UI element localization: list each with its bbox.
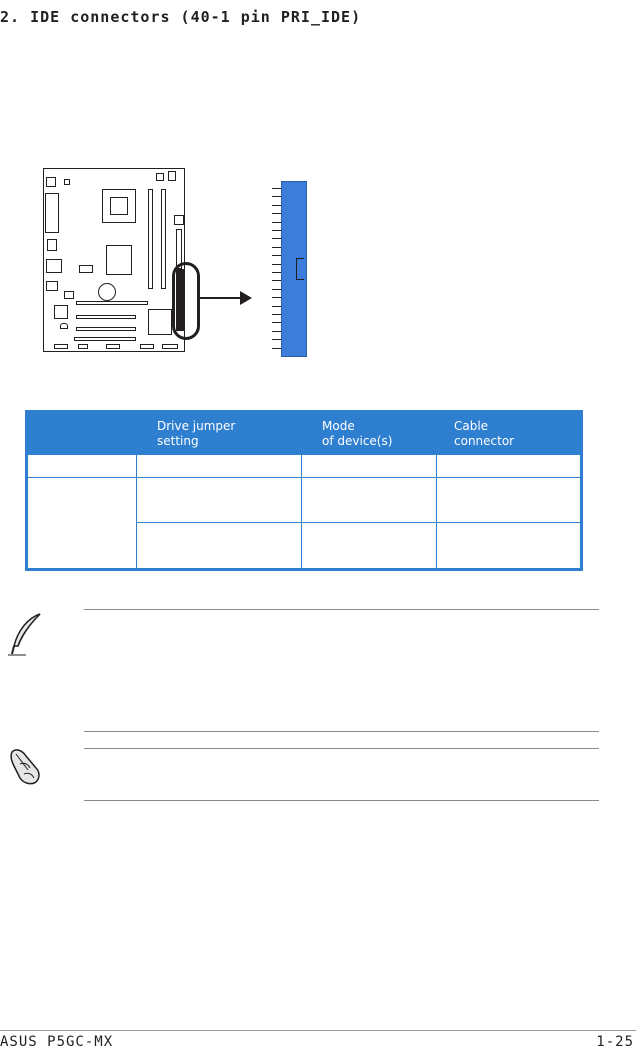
header-text: Drive jumper <box>157 419 236 433</box>
header <box>140 344 154 349</box>
arrow-line <box>200 297 242 299</box>
header-text: connector <box>454 434 515 448</box>
table-col-divider <box>136 455 137 568</box>
table-header-cell <box>322 419 392 449</box>
table-header-cell <box>157 419 235 449</box>
table-col-divider <box>301 455 302 568</box>
footer-page-number: 1-25 <box>596 1034 634 1050</box>
header-text: of device(s) <box>322 434 393 448</box>
component <box>168 171 176 181</box>
pci-slot <box>74 337 136 341</box>
header-text: setting <box>157 434 199 448</box>
table-row-divider <box>28 477 580 478</box>
io-port-block <box>45 193 59 233</box>
feather-pen-icon <box>6 612 46 656</box>
footer-rule <box>0 1030 636 1031</box>
header-text: Cable <box>454 419 489 433</box>
header <box>106 344 120 349</box>
pci-slot <box>76 315 136 319</box>
table-col-divider <box>436 455 437 568</box>
io-port <box>46 177 56 187</box>
important-top-rule <box>84 748 599 749</box>
cpu-socket-inner <box>110 197 128 215</box>
note-top-rule <box>84 609 599 610</box>
arrow-icon <box>240 291 252 305</box>
note-bottom-rule <box>84 731 599 732</box>
pci-slot <box>76 327 136 331</box>
header <box>162 344 178 349</box>
io-port <box>46 259 62 273</box>
important-bottom-rule <box>84 800 599 801</box>
header <box>54 344 68 349</box>
battery <box>98 283 116 301</box>
table-header-cell <box>454 419 514 449</box>
ide-settings-table <box>25 410 583 571</box>
io-port <box>64 179 70 185</box>
pci-slot <box>76 301 148 305</box>
component <box>54 305 68 319</box>
table-row-divider <box>136 522 580 523</box>
ide-connector-highlight <box>172 262 200 340</box>
dimm-slot <box>148 189 153 289</box>
ide-connector-key <box>296 258 304 280</box>
footer-product-name: ASUS P5GC-MX <box>0 1034 114 1050</box>
motherboard-outline <box>43 168 185 352</box>
section-title: 2. IDE connectors (40-1 pin PRI_IDE) <box>0 8 362 26</box>
dimm-slot <box>161 189 166 289</box>
table-header-row <box>28 413 580 455</box>
header <box>78 344 88 349</box>
hand-pointer-icon <box>6 744 48 786</box>
northbridge-chip <box>106 245 132 275</box>
component <box>64 291 74 299</box>
component <box>79 265 93 273</box>
component <box>60 323 68 329</box>
southbridge-chip <box>148 309 172 335</box>
header-text: Mode <box>322 419 355 433</box>
component <box>156 173 164 181</box>
io-port <box>46 281 58 291</box>
component <box>174 215 184 225</box>
io-port <box>47 239 57 251</box>
